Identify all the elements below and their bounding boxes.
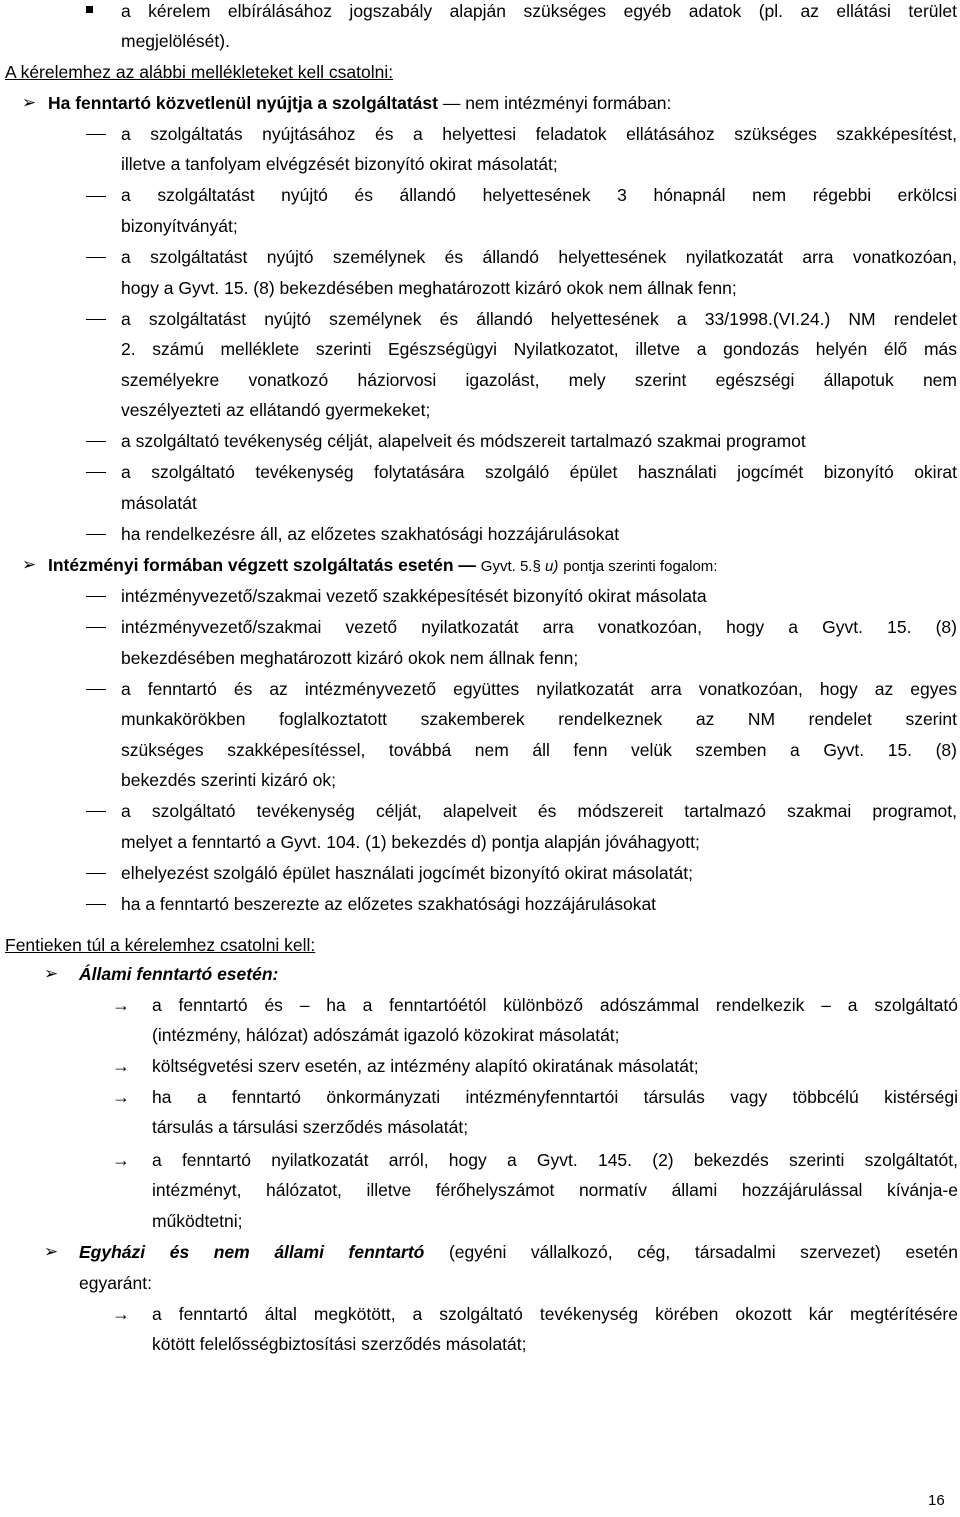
- text-line: elhelyezést szolgáló épület használati jogcímét bizonyító okirat másolatát;: [121, 863, 693, 883]
- text-line: ha a fenntartó beszerezte az előzetes szakhatósági hozzájárulásokat: [121, 894, 657, 914]
- text-line: a szolgáltató tevékenység folytatására szolgáló épület használati jogcímét bizonyító okirat: [121, 462, 957, 482]
- text-line: a szolgáltatást nyújtó és állandó helyettesének 3 hónapnál nem régebbi erkölcsi: [121, 185, 957, 205]
- chevron-bullet-icon: ➢: [44, 1242, 59, 1261]
- text-line: szükséges szakképesítéssel, továbbá nem áll fenn velük szemben a Gyvt. 15. (8): [121, 740, 957, 760]
- dash-bullet-icon: [86, 596, 106, 597]
- text-line: munkakörökben foglalkoztatott szakemberek rendelkeznek az NM rendelet szerint: [121, 709, 957, 729]
- text-line: veszélyezteti az ellátandó gyermekeket;: [121, 400, 431, 420]
- dash-bullet-icon: [86, 441, 106, 442]
- text-line: a fenntartó nyilatkozatát arról, hogy a Gyvt. 145. (2) bekezdés szerinti szolgáltatót,: [152, 1150, 958, 1170]
- subsection-heading: Egyházi és nem állami fenntartó (egyéni vállalkozó, cég, társadalmi szervezet) esetén: [79, 1242, 958, 1262]
- text-line: a szolgáltatást nyújtó személynek és állandó helyettesének a 33/1998.(VI.24.) NM rendelet: [121, 309, 957, 329]
- text-line: a kérelem elbírálásához jogszabály alapján szükséges egyéb adatok (pl. az ellátási terület: [121, 1, 957, 21]
- text-line: (intézmény, hálózat) adószámát igazoló közokirat másolatát;: [152, 1025, 620, 1045]
- text-line: hogy a Gyvt. 15. (8) bekezdésében meghatározott kizáró okok nem állnak fenn;: [121, 278, 737, 298]
- dash-bullet-icon: [86, 196, 106, 197]
- text-line: a szolgáltatást nyújtó személynek és állandó helyettesének nyilatkozatát arra vonatkozóan,: [121, 247, 957, 267]
- text-line: intézményvezető/szakmai vezető szakképesítését bizonyító okirat másolata: [121, 586, 707, 606]
- text-line: a szolgáltató tevékenység célját, alapelveit és módszereit tartalmazó szakmai programot,: [121, 801, 957, 821]
- dash-bullet-icon: [86, 134, 106, 135]
- text-line: a fenntartó és – ha a fenntartóétól különböző adószámmal rendelkezik – a szolgáltató: [152, 995, 958, 1015]
- text-line: társulás a társulási szerződés másolatát;: [152, 1117, 469, 1137]
- text-line: kötött felelősségbiztosítási szerződés másolatát;: [152, 1334, 527, 1354]
- chevron-bullet-icon: ➢: [22, 555, 37, 574]
- text-line: bekezdésében meghatározott kizáró okok nem állnak fenn;: [121, 648, 579, 668]
- dash-bullet-icon: [86, 627, 106, 628]
- text-line: ha rendelkezésre áll, az előzetes szakhatósági hozzájárulásokat: [121, 524, 620, 544]
- dash-bullet-icon: [86, 904, 106, 905]
- square-bullet-icon: [86, 6, 93, 13]
- dash-bullet-icon: [86, 811, 106, 812]
- dash-bullet-icon: [86, 689, 106, 690]
- chevron-bullet-icon: ➢: [44, 964, 59, 983]
- text-line: személyekre vonatkozó háziorvosi igazolást, mely szerint egészségi állapotuk nem: [121, 370, 957, 390]
- text-line: 2. számú melléklete szerinti Egészségügyi Nyilatkozatot, illetve a gondozás helyén élő más: [121, 339, 957, 359]
- text-line: a fenntartó és az intézményvezető együttes nyilatkozatát arra vonatkozóan, hogy az egyes: [121, 679, 957, 699]
- arrow-bullet-icon: →: [112, 1150, 130, 1170]
- text-line: intézményvezető/szakmai vezető nyilatkozatát arra vonatkozóan, hogy a Gyvt. 15. (8): [121, 617, 957, 637]
- arrow-bullet-icon: →: [112, 1056, 130, 1076]
- subsection-heading: Állami fenntartó esetén:: [79, 964, 279, 984]
- dash-bullet-icon: [86, 534, 106, 535]
- arrow-bullet-icon: →: [112, 1304, 130, 1324]
- text-line: bizonyítványát;: [121, 216, 238, 236]
- text-line: a szolgáltató tevékenység célját, alapelveit és módszereit tartalmazó szakmai programot: [121, 431, 806, 451]
- subsection-heading: Ha fenntartó közvetlenül nyújtja a szolgáltatást — nem intézményi formában:: [48, 93, 672, 113]
- text-line: a fenntartó által megkötött, a szolgáltató tevékenység körében okozott kár megtérítésére: [152, 1304, 958, 1324]
- chevron-bullet-icon: ➢: [22, 93, 37, 112]
- text-line: ha a fenntartó önkormányzati intézményfenntartói társulás vagy többcélú kistérségi: [152, 1087, 958, 1107]
- text-line: működtetni;: [152, 1211, 243, 1231]
- arrow-bullet-icon: →: [112, 995, 130, 1015]
- text-line: megjelölését).: [121, 31, 230, 51]
- text-line: illetve a tanfolyam elvégzését bizonyító okirat másolatát;: [121, 154, 558, 174]
- page-number: 16: [928, 1492, 945, 1509]
- dash-bullet-icon: [86, 319, 106, 320]
- dash-bullet-icon: [86, 873, 106, 874]
- dash-bullet-icon: [86, 257, 106, 258]
- text-line: a szolgáltatás nyújtásához és a helyettesi feladatok ellátásához szükséges szakképesítést,: [121, 124, 957, 144]
- subsection-heading: Intézményi formában végzett szolgáltatás esetén — Gyvt. 5.§ u) pontja szerinti fogalom:: [48, 555, 718, 575]
- dash-bullet-icon: [86, 472, 106, 473]
- text-line: bekezdés szerinti kizáró ok;: [121, 770, 336, 790]
- text-line: intézményt, hálózatot, illetve férőhelyszámot normatív állami hozzájárulással kívánja-e: [152, 1180, 958, 1200]
- text-line: másolatát: [121, 493, 197, 513]
- section-heading: Fentieken túl a kérelemhez csatolni kell:: [5, 935, 316, 955]
- arrow-bullet-icon: →: [112, 1087, 130, 1107]
- text-line: melyet a fenntartó a Gyvt. 104. (1) bekezdés d) pontja alapján jóváhagyott;: [121, 832, 700, 852]
- text-line: egyaránt:: [79, 1273, 152, 1293]
- text-line: költségvetési szerv esetén, az intézmény alapító okiratának másolatát;: [152, 1056, 699, 1076]
- section-heading: A kérelemhez az alábbi mellékleteket kell csatolni:: [5, 62, 394, 82]
